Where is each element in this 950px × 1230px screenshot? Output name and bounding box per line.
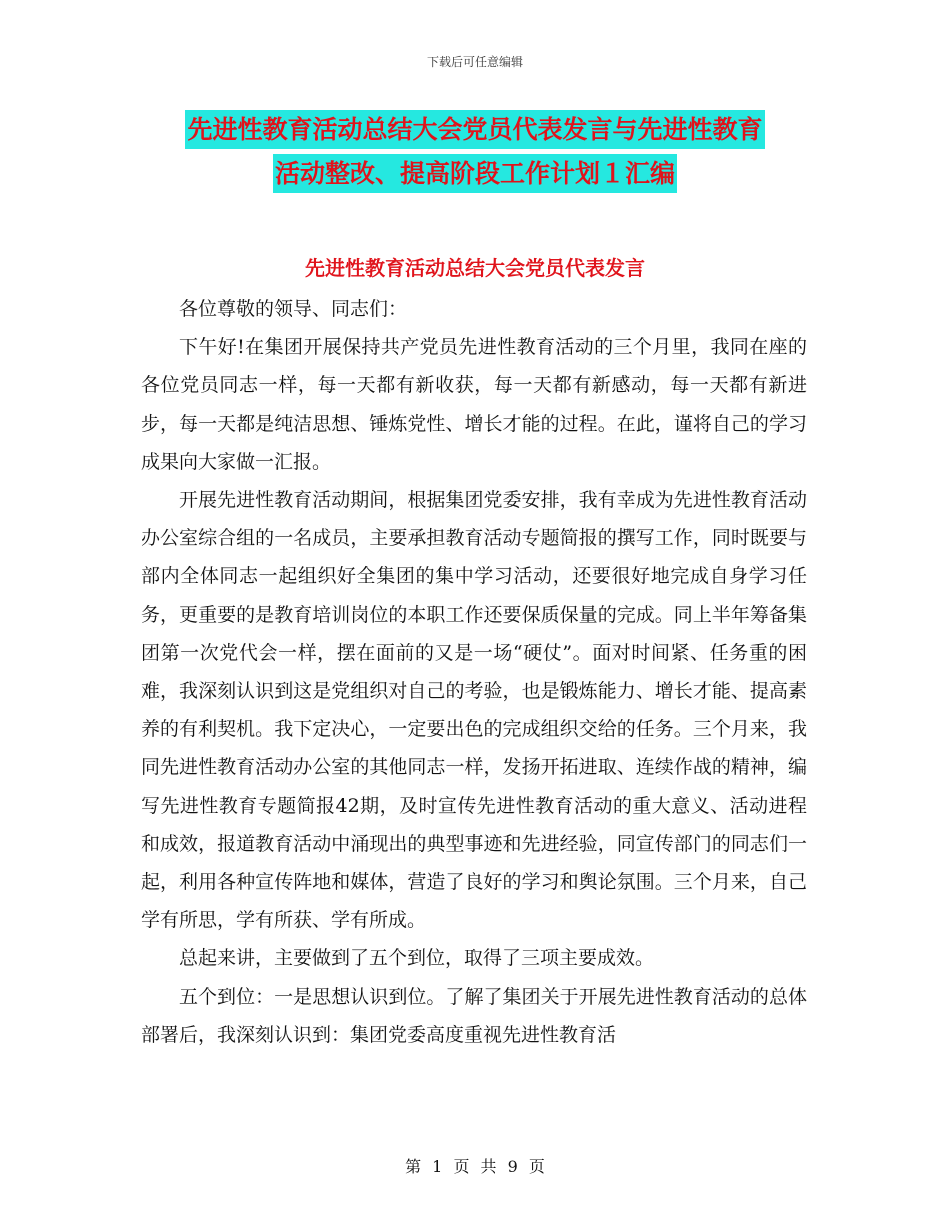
paragraph: 总起来讲，主要做到了五个到位，取得了三项主要成效。 xyxy=(179,947,655,970)
paragraph-salutation: 各位尊敬的领导、同志们： xyxy=(179,298,408,320)
paragraph: 五个到位：一是思想认识到位。了解了集团关于开展先进性教育活动的总体部署后，我深刻认识到：集团党委高度重视先进性教育活 xyxy=(141,985,807,1046)
document-title-line-1-text: 先进性教育活动总结大会党员代表发言与先进性教育 xyxy=(185,110,764,149)
document-title-line-1 xyxy=(140,117,810,142)
page-header-note: 下载后可任意编辑 xyxy=(426,55,523,69)
document-title-line-2-text: 活动整改、提高阶段工作计划１汇编 xyxy=(273,154,677,193)
document-body xyxy=(141,290,807,1054)
page-footer: 第 1 页 共 9 页 xyxy=(405,1157,545,1176)
section-title: 先进性教育活动总结大会党员代表发言 xyxy=(305,256,645,280)
document-title-line-2 xyxy=(140,161,810,186)
paragraph: 下午好!在集团开展保持共产党员先进性教育活动的三个月里，我同在座的各位党员同志一样，每一天都有新收获，每一天都有新感动，每一天都有新进步，每一天都是纯洁思想、锤炼党性、增长才能的过程。在此，谨将自己的学习成果向大家做一汇报。 xyxy=(141,336,807,473)
paragraph: 开展先进性教育活动期间，根据集团党委安排，我有幸成为先进性教育活动办公室综合组的一名成员，主要承担教育活动专题简报的撰写工作，同时既要与部内全体同志一起组织好全集团的集中学习活动，还要很好地完成自身学习任务，更重要的是教育培训岗位的本职工作还要保质保量的完成。同上半年筹备集团第一次党代会一样，摆在面前的又是一场“硬仗”。面对时间紧、任务重的困难，我深刻认识到这是党组织对自己的考验，也是锻炼能力、增长才能、提高素养的有利契机。我下定决心，一定要出色的完成组织交给的任务。三个月来，我同先进性教育活动办公室的其他同志一样，发扬开拓进取、连续作战的精神，编写先进性教育专题简报42期，及时宣传先进性教育活动的重大意义、活动进程和成效，报道教育活动中涌现出的典型事迹和先进经验，同宣传部门的同志们一起，利用各种宣传阵地和媒体，营造了良好的学习和舆论氛围。三个月来，自己学有所思，学有所获、学有所成。 xyxy=(141,489,807,932)
